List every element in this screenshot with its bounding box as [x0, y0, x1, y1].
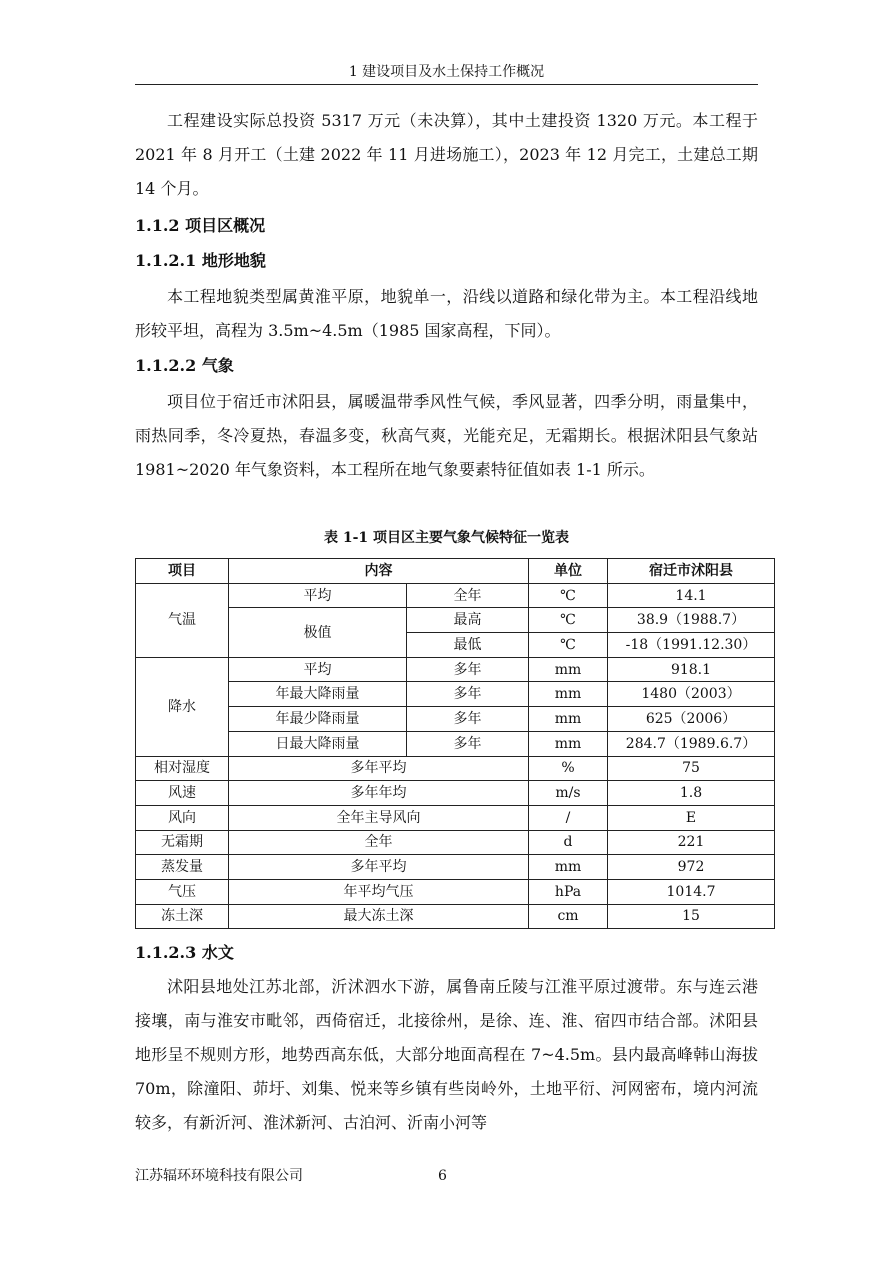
cell-value: -18（1991.12.30） [608, 633, 775, 658]
cell-value: 1014.7 [608, 879, 775, 904]
cell-content-sub: 多年 [407, 657, 529, 682]
cell-content: 年最少降雨量 [229, 707, 407, 732]
table-row [136, 879, 775, 904]
cell-content: 多年平均 [229, 756, 529, 781]
cell-content: 年最大降雨量 [229, 682, 407, 707]
page-header: 1 建设项目及水土保持工作概况 [348, 64, 545, 80]
cell-item: 相对湿度 [136, 756, 229, 781]
table-header-row [136, 559, 775, 584]
group-precipitation: 降水 [136, 657, 229, 756]
page-number: 6 [438, 1168, 447, 1184]
cell-unit: ℃ [529, 608, 608, 633]
cell-item: 风速 [136, 781, 229, 806]
table-row [136, 781, 775, 806]
header-rule [135, 84, 758, 85]
header-item: 项目 [136, 559, 229, 584]
paragraph-investment: 工程建设实际总投资 5317 万元（未决算），其中土建投资 1320 万元。本工程于 2021 年 8 月开工（土建 2022 年 11 月进场施工），2023 年 12 月完工，土建总工期 14 个月。 [135, 111, 758, 198]
cell-unit: mm [529, 657, 608, 682]
header-location: 宿迁市沭阳县 [608, 559, 775, 584]
header-content: 内容 [229, 559, 529, 584]
cell-unit: d [529, 830, 608, 855]
paragraph-hydrology: 沭阳县地处江苏北部，沂沭泗水下游，属鲁南丘陵与江淮平原过渡带。东与连云港接壤，南与淮安市毗邻，西倚宿迁，北接徐州，是徐、连、淮、宿四市结合部。沭阳县地形呈不规则方形，地势西高东低，大部分地面高程在 7~4.5m。县内最高峰韩山海拔 70m，除潼阳、茆圩、刘集、悦来等乡镇有些岗岭外，土地平衍、河网密布，境内河流较多，有新沂河、淮沭新河、古泊河、沂南小河等 [135, 977, 758, 1132]
cell-content: 日最大降雨量 [229, 731, 407, 756]
cell-unit: hPa [529, 879, 608, 904]
cell-content-sub: 多年 [407, 731, 529, 756]
table-row [136, 904, 775, 929]
cell-unit: mm [529, 707, 608, 732]
table-row [136, 805, 775, 830]
cell-content-sub: 最高 [407, 608, 529, 633]
cell-content-sub: 多年 [407, 682, 529, 707]
heading-1-1-2-2: 1.1.2.2 气象 [135, 356, 234, 375]
cell-unit: m/s [529, 781, 608, 806]
cell-item: 风向 [136, 805, 229, 830]
table-row [136, 583, 775, 608]
header-unit: 单位 [529, 559, 608, 584]
cell-value: 625（2006） [608, 707, 775, 732]
cell-content-sub: 多年 [407, 707, 529, 732]
cell-unit: mm [529, 731, 608, 756]
table-row [136, 608, 775, 633]
cell-content: 年平均气压 [229, 879, 529, 904]
cell-value: 1.8 [608, 781, 775, 806]
cell-item: 蒸发量 [136, 855, 229, 880]
table-caption: 表 1-1 项目区主要气象气候特征一览表 [323, 530, 570, 546]
cell-value: 972 [608, 855, 775, 880]
cell-unit: % [529, 756, 608, 781]
cell-value: 38.9（1988.7） [608, 608, 775, 633]
cell-value: 15 [608, 904, 775, 929]
cell-content: 全年主导风向 [229, 805, 529, 830]
footer-company: 江苏辐环环境科技有限公司 [135, 1168, 303, 1184]
cell-content: 平均 [229, 583, 407, 608]
cell-unit: mm [529, 855, 608, 880]
table-row [136, 756, 775, 781]
cell-value: 918.1 [608, 657, 775, 682]
climate-table [135, 558, 775, 929]
cell-unit: mm [529, 682, 608, 707]
cell-item: 气压 [136, 879, 229, 904]
cell-value: 14.1 [608, 583, 775, 608]
table-row [136, 707, 775, 732]
cell-item: 无霜期 [136, 830, 229, 855]
cell-content: 最大冻土深 [229, 904, 529, 929]
table-row [136, 855, 775, 880]
heading-1-1-2-3: 1.1.2.3 水文 [135, 943, 234, 962]
heading-1-1-2-1: 1.1.2.1 地形地貌 [135, 251, 266, 270]
cell-value: 221 [608, 830, 775, 855]
table-row [136, 657, 775, 682]
cell-unit: cm [529, 904, 608, 929]
cell-item: 冻土深 [136, 904, 229, 929]
paragraph-terrain: 本工程地貌类型属黄淮平原，地貌单一，沿线以道路和绿化带为主。本工程沿线地形较平坦，高程为 3.5m~4.5m（1985 国家高程，下同）。 [135, 287, 758, 340]
heading-1-1-2: 1.1.2 项目区概况 [135, 216, 266, 235]
cell-content: 多年年均 [229, 781, 529, 806]
table-row [136, 830, 775, 855]
cell-value: E [608, 805, 775, 830]
cell-content: 极值 [229, 608, 407, 657]
cell-unit: / [529, 805, 608, 830]
cell-content-sub: 全年 [407, 583, 529, 608]
cell-content: 全年 [229, 830, 529, 855]
cell-content: 多年平均 [229, 855, 529, 880]
table-row [136, 731, 775, 756]
group-temperature: 气温 [136, 583, 229, 657]
cell-value: 75 [608, 756, 775, 781]
cell-content: 平均 [229, 657, 407, 682]
table-row [136, 682, 775, 707]
cell-content-sub: 最低 [407, 633, 529, 658]
cell-unit: ℃ [529, 633, 608, 658]
cell-value: 1480（2003） [608, 682, 775, 707]
paragraph-climate: 项目位于宿迁市沭阳县，属暖温带季风性气候，季风显著，四季分明，雨量集中，雨热同季，冬冷夏热，春温多变，秋高气爽，光能充足，无霜期长。根据沭阳县气象站 1981~2020 年气象资料，本工程所在地气象要素特征值如表 1-1 所示。 [135, 392, 758, 479]
cell-unit: ℃ [529, 583, 608, 608]
cell-value: 284.7（1989.6.7） [608, 731, 775, 756]
